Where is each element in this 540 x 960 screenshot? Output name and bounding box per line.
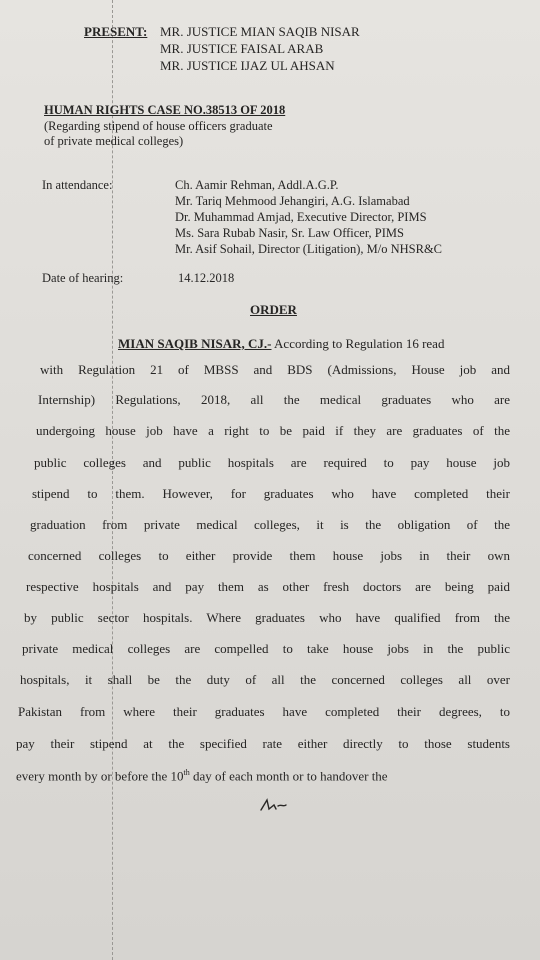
case-subtitle: of private medical colleges) <box>44 134 184 148</box>
attendee: Ch. Aamir Rehman, Addl.A.G.P. <box>175 178 339 192</box>
order-body-line: hospitals, it shall be the duty of all the concerned colleges all over <box>20 672 510 687</box>
attendee: Mr. Asif Sohail, Director (Litigation), M/o NHSR&C <box>175 242 443 256</box>
date-of-hearing-label: Date of hearing: <box>42 271 124 285</box>
initials-signature <box>258 796 288 816</box>
order-body-line: graduation from private medical colleges, it is the obligation of the <box>30 517 510 532</box>
order-first-line <box>118 336 444 352</box>
judge-name: MR. JUSTICE MIAN SAQIB NISAR <box>160 24 360 39</box>
judge-name: MR. JUSTICE IJAZ UL AHSAN <box>160 58 335 73</box>
superscript-th: th <box>183 768 190 777</box>
order-body-line: undergoing house job have a right to be paid if they are graduates of the <box>36 423 510 438</box>
order-first-line-text: According to Regulation 16 read <box>274 336 445 351</box>
order-title: ORDER <box>250 302 297 317</box>
order-body-line: public colleges and public hospitals are required to pay house job <box>34 455 510 470</box>
case-subtitle: (Regarding stipend of house officers graduate <box>44 119 273 133</box>
attendance-label: In attendance: <box>42 178 113 192</box>
order-body-line: concerned colleges to either provide them house jobs in their own <box>28 548 510 563</box>
attendee: Ms. Sara Rubab Nasir, Sr. Law Officer, PIMS <box>175 226 404 240</box>
case-title: HUMAN RIGHTS CASE NO.38513 OF 2018 <box>44 103 286 117</box>
attendee: Mr. Tariq Mehmood Jehangiri, A.G. Islamabad <box>175 194 410 208</box>
order-body-line: stipend to them. However, for graduates who have completed their <box>32 486 510 501</box>
order-author: MIAN SAQIB NISAR, CJ.- <box>118 336 272 351</box>
last-line-text: every month by or before the 10 <box>16 768 184 784</box>
date-of-hearing-value: 14.12.2018 <box>178 271 235 285</box>
last-line-text-end: day of each month or to handover the <box>189 768 388 784</box>
order-body-line: Pakistan from where their graduates have completed their degrees, to <box>18 704 510 719</box>
order-body-line: by public sector hospitals. Where graduates who have qualified from the <box>24 610 510 625</box>
order-body-line: pay their stipend at the specified rate either directly to those students <box>16 736 510 751</box>
attendee: Dr. Muhammad Amjad, Executive Director, PIMS <box>175 210 427 224</box>
order-body-line: private medical colleges are compelled to take house jobs in the public <box>22 641 510 656</box>
order-last-line <box>16 768 388 784</box>
order-body-line: with Regulation 21 of MBSS and BDS (Admissions, House job and <box>40 362 510 377</box>
judge-name: MR. JUSTICE FAISAL ARAB <box>160 41 324 56</box>
present-label: PRESENT: <box>84 24 148 39</box>
order-body-line: Internship) Regulations, 2018, all the medical graduates who are <box>38 392 510 407</box>
order-body-line: respective hospitals and pay them as other fresh doctors are being paid <box>26 579 510 594</box>
